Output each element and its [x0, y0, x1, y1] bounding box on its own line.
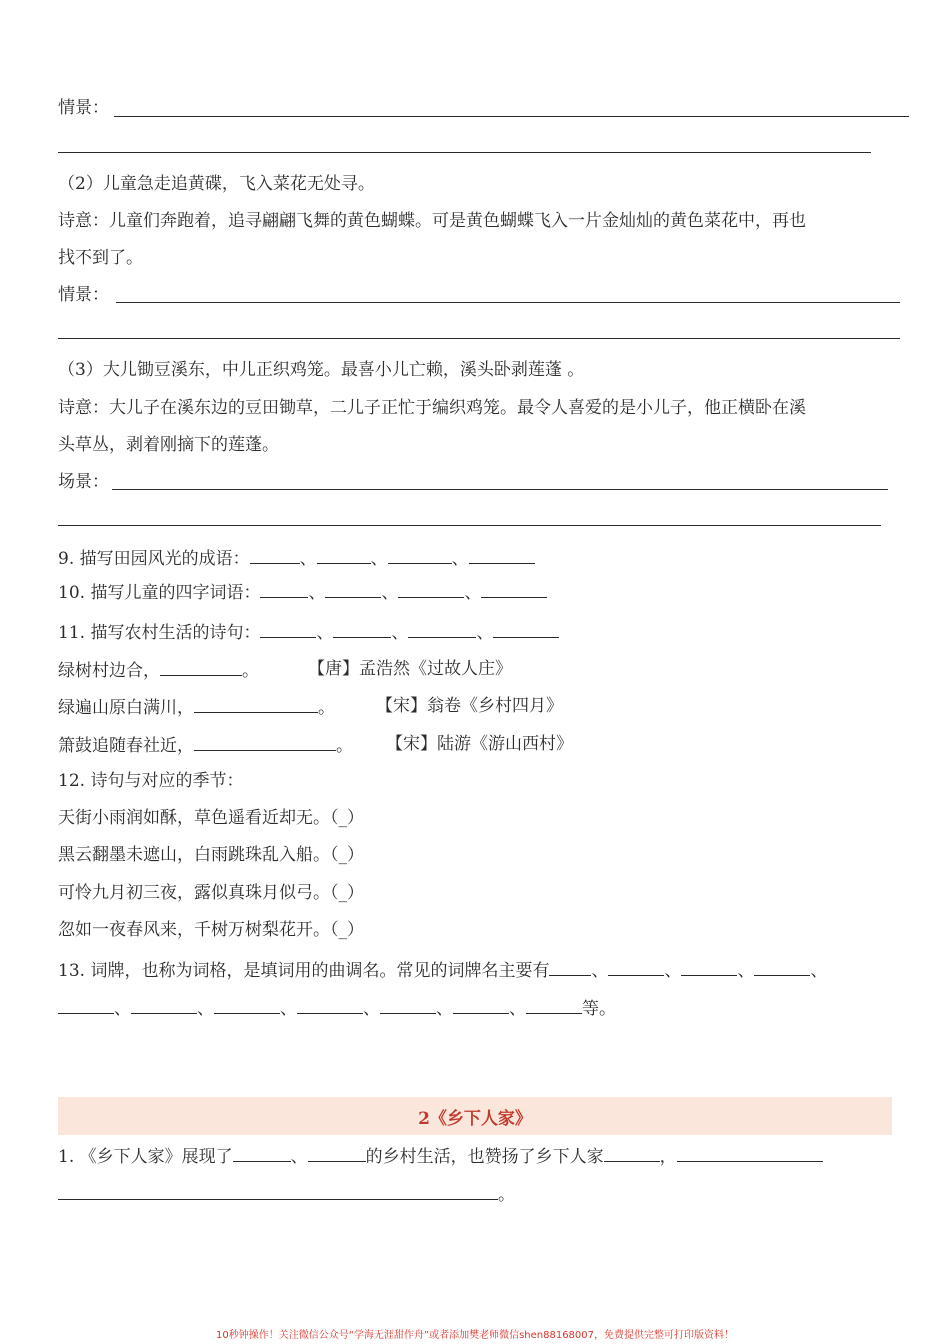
q9-blank[interactable]	[250, 545, 300, 564]
s2-q1-blank[interactable]	[308, 1143, 366, 1162]
q2-meaning-2: 找不到了。	[58, 248, 143, 268]
q1-scene-blank[interactable]	[114, 116, 909, 117]
s2-q1-line-1: 1. 《乡下人家》展现了 、 的乡村生活，也赞扬了乡下人家 ，	[58, 1143, 823, 1169]
s2-q1-blank[interactable]	[604, 1143, 660, 1162]
q9-blank[interactable]	[469, 545, 535, 564]
q2-meaning-1: 诗意：儿童们奔跑着，追寻翩翩飞舞的黄色蝴蝶。可是黄色蝴蝶飞入一片金灿灿的黄色菜花中，再也	[58, 211, 806, 231]
season-blank[interactable]: （_）	[330, 808, 364, 828]
s2-q1-blank[interactable]	[58, 1181, 498, 1200]
q2-scene-blank-2[interactable]	[58, 338, 900, 339]
s2-q1-line-2: 。	[58, 1181, 515, 1207]
q13-blank[interactable]	[526, 995, 582, 1014]
q2-poem-line: （2）儿童急走追黄碟，飞入菜花无处寻。	[58, 174, 375, 194]
season-blank[interactable]: （_）	[330, 920, 364, 940]
q10-words: 10. 描写儿童的四字词语： 、 、 、	[58, 579, 547, 605]
q13-blank[interactable]	[608, 957, 664, 976]
section-header	[58, 1097, 892, 1135]
q13-blank[interactable]	[214, 995, 280, 1014]
q11-blank[interactable]	[260, 619, 316, 638]
q1-scene-label: 情景：	[58, 98, 109, 118]
footer-note: 10秒钟操作！关注微信公众号“学海无涯甜作舟”或者添加樊老师微信shen88168007，免费提供完整可打印版资料！	[215, 1330, 735, 1341]
q13-blank[interactable]	[297, 995, 363, 1014]
q2-scene-label: 情景：	[58, 285, 109, 305]
q11-blank[interactable]	[493, 619, 559, 638]
q13-blank[interactable]	[549, 957, 591, 976]
poem-source: 【宋】陆游《游山西村》	[386, 734, 573, 754]
q10-blank[interactable]	[260, 579, 308, 598]
q9-blank[interactable]	[317, 545, 371, 564]
season-blank[interactable]: （_）	[330, 883, 364, 903]
q3-meaning-1: 诗意：大儿子在溪东边的豆田锄草，二儿子正忙于编织鸡笼。最令人喜爱的是小儿子，他正横卧在溪	[58, 398, 806, 418]
q1-scene-blank-2[interactable]	[58, 152, 871, 153]
poem-source: 【宋】翁卷《乡村四月》	[376, 696, 563, 716]
q11-lines: 11. 描写农村生活的诗句： 、 、 、	[58, 619, 559, 645]
q10-blank[interactable]	[481, 579, 547, 598]
q3-meaning-2: 头草丛，剥着刚摘下的莲蓬。	[58, 435, 279, 455]
q3-poem-line: （3）大儿锄豆溪东，中儿正织鸡笼。最喜小儿亡赖，溪头卧剥莲蓬 。	[58, 360, 585, 380]
q13-blank[interactable]	[131, 995, 197, 1014]
poem-blank[interactable]	[194, 694, 318, 713]
poem-row: 绿遍山原白满川， 。	[58, 694, 335, 720]
q10-blank[interactable]	[325, 579, 381, 598]
season-row: 可怜九月初三夜，露似真珠月似弓。（_）	[58, 883, 364, 903]
q13-line-2: 、 、 、 、 、 、 等。	[58, 995, 616, 1021]
q13-blank[interactable]	[58, 995, 114, 1014]
section-title: 2《乡下人家》	[418, 1108, 532, 1129]
q9-blank[interactable]	[388, 545, 452, 564]
s2-q1-blank[interactable]	[677, 1143, 823, 1162]
season-row: 忽如一夜春风来，千树万树梨花开。（_）	[58, 920, 364, 940]
poem-row: 绿树村边合， 。	[58, 657, 259, 683]
q9-idioms: 9. 描写田园风光的成语： 、 、 、	[58, 545, 535, 571]
q12-heading: 12. 诗句与对应的季节：	[58, 771, 244, 791]
poem-blank[interactable]	[160, 657, 242, 676]
q13-blank[interactable]	[453, 995, 509, 1014]
q3-scene-blank-2[interactable]	[58, 525, 881, 526]
q2-scene-blank[interactable]	[116, 302, 900, 303]
q13-blank[interactable]	[681, 957, 737, 976]
q11-blank[interactable]	[333, 619, 391, 638]
poem-source: 【唐】孟浩然《过故人庄》	[308, 659, 512, 679]
q10-blank[interactable]	[398, 579, 464, 598]
q3-scene-blank[interactable]	[112, 489, 888, 490]
q13-blank[interactable]	[380, 995, 436, 1014]
q13-line-1: 13. 词牌，也称为词格，是填词用的曲调名。常见的词牌名主要有 、 、 、 、	[58, 957, 827, 983]
poem-blank[interactable]	[194, 732, 336, 751]
season-blank[interactable]: （_）	[330, 845, 364, 865]
poem-row: 箫鼓追随春社近， 。	[58, 732, 353, 758]
season-row: 黑云翻墨未遮山，白雨跳珠乱入船。（_）	[58, 845, 364, 865]
q11-blank[interactable]	[408, 619, 476, 638]
s2-q1-blank[interactable]	[233, 1143, 291, 1162]
season-row: 天街小雨润如酥，草色遥看近却无。（_）	[58, 808, 364, 828]
q13-blank[interactable]	[754, 957, 810, 976]
q3-scene-label: 场景：	[58, 472, 109, 492]
